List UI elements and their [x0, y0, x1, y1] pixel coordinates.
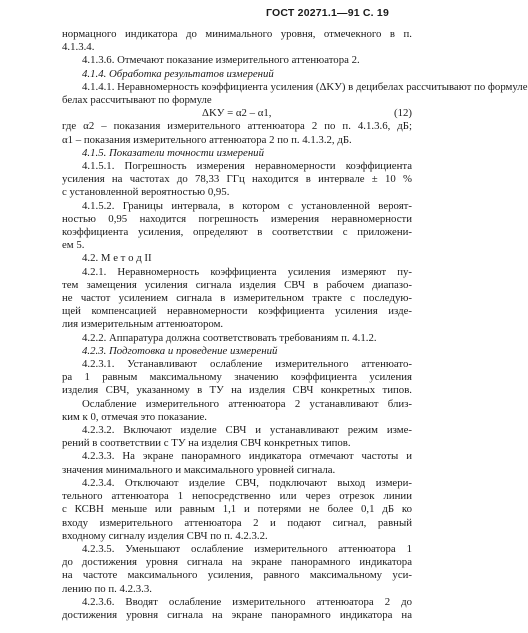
- text-line: значения минимального и максимального уровней сигнала.: [62, 463, 336, 476]
- text-line: 4.2.2. Аппаратура должна соответствовать требованиям п. 4.1.2.: [82, 331, 377, 344]
- text-line: изделия СВЧ, указанному в ТУ на изделия СВЧ конкретных типов.: [62, 384, 412, 397]
- text-line: входу измерительного аттенюатора 2 и подают сигнал, равный: [62, 516, 412, 529]
- section-heading: 4.1.5. Показатели точности измерений: [82, 146, 264, 159]
- text-line: α1 – показания измерительного аттенюатора 2 по п. 4.1.3.2, дБ.: [62, 133, 352, 146]
- text-line: до достижения уровня сигнала на экране панорамного индикатора: [62, 556, 412, 569]
- text-line: 4.2.3.2. Включают изделие СВЧ и устанавливают режим изме-: [82, 424, 412, 437]
- text-line: 4.1.5.1. Погрешность измерения неравномерности коэффициента: [82, 160, 412, 173]
- text-line: ностью 0,95 находится погрешность измерения неравномерности: [62, 212, 412, 225]
- text-line: где α2 – показания измерительного аттенюатора 2 по п. 4.1.3.6, дБ;: [62, 120, 412, 133]
- text-line: Ослабление измерительного аттенюатора 2 устанавливают близ-: [82, 397, 412, 410]
- text-line: лению по п. 4.2.3.3.: [62, 582, 152, 595]
- text-line: 4.2.3.5. Уменьшают ослабление измерительного аттенюатора 1: [82, 542, 412, 555]
- text-line: 4.2.3.6. Вводят ослабление измерительного аттенюатора 2 до: [82, 595, 412, 608]
- section-heading: 4.2.3. Подготовка и проведение измерений: [82, 344, 278, 357]
- text-line: 4.2.3.4. Отключают изделие СВЧ, подключают выход измери-: [82, 476, 412, 489]
- text-line: 4.1.5.2. Границы интервала, в котором с установленной вероят-: [82, 199, 412, 212]
- formula-expression: ΔKУ = α2 – α1,: [202, 107, 272, 120]
- text-line: ем 5.: [62, 239, 85, 252]
- section-heading: 4.1.4. Обработка результатов измерений: [82, 67, 274, 80]
- text-line: не частот усилением сигнала в измерительном тракте с последую-: [62, 292, 412, 305]
- formula-number: (12): [394, 107, 412, 120]
- text-line: 4.2.1. Неравномерность коэффициента усиления измеряют пу-: [82, 265, 412, 278]
- text-line: тельного аттенюатора 1 непосредственно или через отрезок линии: [62, 490, 412, 503]
- text-line: с КСВН меньше или равным 1,1 и потерями не более 0,1 дБ ко: [62, 503, 412, 516]
- text-line: 4.1.3.6. Отмечают показание измерительного аттенюатора 2.: [82, 54, 360, 67]
- text-line: тем замещения усиления сигнала изделия СВЧ в рабочем диапазо-: [62, 278, 412, 291]
- document-body: [62, 28, 528, 622]
- formula-line: [62, 107, 412, 120]
- text-line: входному сигналу изделия СВЧ по п. 4.2.3.2.: [62, 529, 268, 542]
- text-line: с установленной вероятностью 0,95.: [62, 186, 230, 199]
- text-line: щей компенсацией неравномерности коэффициента усиления изде-: [62, 305, 412, 318]
- text-line: белах рассчитывают по формуле: [62, 94, 212, 107]
- text-line: коэффициента усиления, определяют в соответствии с приложени-: [62, 226, 412, 239]
- text-line: рений в соответствии с ТУ на изделия СВЧ конкретных типов.: [62, 437, 351, 450]
- text-line: 4.2. М е т о д II: [82, 252, 152, 265]
- text-line: 4.1.3.4.: [62, 41, 95, 54]
- text-line: лия измерительным аттенюатором.: [62, 318, 224, 331]
- text-line: усиления на частотах до 78,33 ГГц находится в интервале ± 10 %: [62, 173, 412, 186]
- text-line: 4.2.3.3. На экране панорамного индикатора отмечают частоты и: [82, 450, 412, 463]
- text-line: на частоте максимального усиления, равного максимальному уси-: [62, 569, 412, 582]
- text-line: ра 1 равным максимальному значению коэффициента усиления: [62, 371, 412, 384]
- text-line: нормацного индикатора до минимального уровня, отмечекного в п.: [62, 28, 412, 40]
- text-line: 4.2.3.1. Устанавливают ослабление измерительного аттенюато-: [82, 358, 412, 371]
- text-line: 4.1.4.1. Неравномерность коэффициента усиления (ΔKУ) в децибелах рассчитывают по формуле: [82, 80, 528, 93]
- page-header: ГОСТ 20271.1—91 С. 19: [266, 7, 389, 19]
- text-line: ким к 0, отмечая это показание.: [62, 410, 207, 423]
- text-line: достижения уровня сигнала на экране панорамного индикатора на: [62, 608, 412, 621]
